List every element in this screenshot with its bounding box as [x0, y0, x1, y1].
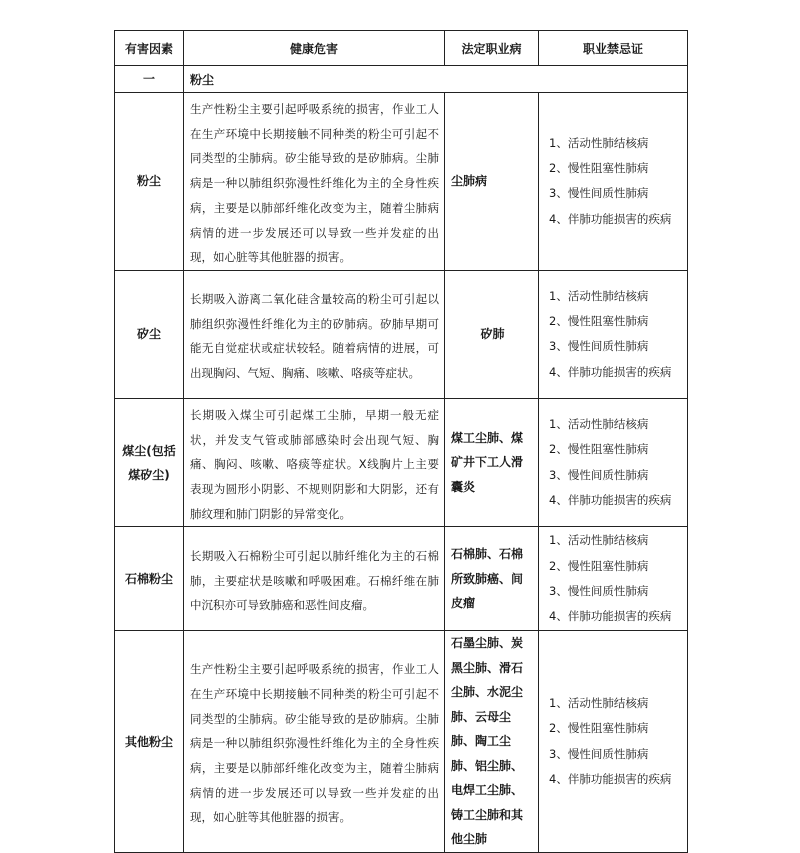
hazard-cell: 长期吸入石棉粉尘可引起以肺纤维化为主的石棉肺，主要症状是咳嗽和呼吸困难。石棉纤维在肺中沉积亦可导致肺癌和恶性间皮瘤。	[184, 527, 445, 631]
contraindication-item: 3、慢性间质性肺病	[549, 467, 649, 482]
section-row	[115, 66, 688, 93]
contraindication-cell	[539, 270, 688, 398]
disease-cell: 石棉肺、石棉所致肺癌、间皮瘤	[445, 527, 539, 631]
disease-cell: 尘肺病	[445, 93, 539, 271]
contraindication-item: 4、伴肺功能损害的疾病	[549, 609, 672, 624]
contraindication-item: 4、伴肺功能损害的疾病	[549, 211, 672, 226]
factor-cell: 其他粉尘	[115, 631, 184, 853]
factor-cell: 煤尘(包括煤矽尘)	[115, 398, 184, 527]
header-factor: 有害因素	[115, 31, 184, 66]
disease-cell: 石墨尘肺、炭黑尘肺、滑石尘肺、水泥尘肺、云母尘肺、陶工尘肺、铝尘肺、电焊工尘肺、铸工尘肺和其他尘肺	[445, 631, 539, 853]
contraindication-item: 3、慢性间质性肺病	[549, 583, 649, 598]
header-health-hazard: 健康危害	[184, 31, 445, 66]
hazard-cell: 生产性粉尘主要引起呼吸系统的损害，作业工人在生产环境中长期接触不同种类的粉尘可引起不同类型的尘肺病。矽尘能导致的是矽肺病。尘肺病是一种以肺组织弥漫性纤维化为主的全身性疾病，主要是以肺部纤维化改变为主，随着尘肺病病情的进一步发展还可以导致一些并发症的出现，如心脏等其他脏器的损害。	[184, 93, 445, 271]
occupational-hazard-table	[114, 30, 688, 853]
contraindication-item: 1、活动性肺结核病	[549, 135, 649, 150]
contraindication-cell	[539, 93, 688, 271]
table-row	[115, 398, 688, 527]
contraindication-item: 4、伴肺功能损害的疾病	[549, 771, 672, 786]
contraindication-item: 3、慢性间质性肺病	[549, 339, 649, 354]
header-statutory-disease: 法定职业病	[445, 31, 539, 66]
section-label: 粉尘	[184, 66, 688, 93]
table-row	[115, 631, 688, 853]
table-row	[115, 93, 688, 271]
section-number: 一	[115, 66, 184, 93]
table-row	[115, 527, 688, 631]
contraindication-item: 1、活动性肺结核病	[549, 417, 649, 432]
table-row	[115, 270, 688, 398]
header-row	[115, 31, 688, 66]
contraindication-item: 3、慢性间质性肺病	[549, 746, 649, 761]
contraindication-item: 2、慢性阻塞性肺病	[549, 161, 649, 176]
contraindication-item: 2、慢性阻塞性肺病	[549, 442, 649, 457]
factor-cell: 粉尘	[115, 93, 184, 271]
header-contraindications: 职业禁忌证	[539, 31, 688, 66]
contraindication-item: 2、慢性阻塞性肺病	[549, 721, 649, 736]
hazard-cell: 长期吸入煤尘可引起煤工尘肺，早期一般无症状，并发支气管或肺部感染时会出现气短、胸痛、胸闷、咳嗽、咯痰等症状。X线胸片上主要表现为圆形小阴影、不规则阴影和大阴影，还有肺纹理和肺门阴影的异常变化。	[184, 398, 445, 527]
contraindication-item: 1、活动性肺结核病	[549, 696, 649, 711]
contraindication-item: 3、慢性间质性肺病	[549, 186, 649, 201]
contraindication-item: 2、慢性阻塞性肺病	[549, 314, 649, 329]
factor-cell: 矽尘	[115, 270, 184, 398]
hazard-cell: 生产性粉尘主要引起呼吸系统的损害，作业工人在生产环境中长期接触不同种类的粉尘可引起不同类型的尘肺病。矽尘能导致的是矽肺病。尘肺病是一种以肺组织弥漫性纤维化为主的全身性疾病，主要是以肺部纤维化改变为主，随着尘肺病病情的进一步发展还可以导致一些并发症的出现，如心脏等其他脏器的损害。	[184, 631, 445, 853]
disease-cell: 煤工尘肺、煤矿井下工人滑囊炎	[445, 398, 539, 527]
disease-cell: 矽肺	[445, 270, 539, 398]
hazard-cell: 长期吸入游离二氧化硅含量较高的粉尘可引起以肺组织弥漫性纤维化为主的矽肺病。矽肺早期可能无自觉症状或症状较轻。随着病情的进展，可出现胸闷、气短、胸痛、咳嗽、咯痰等症状。	[184, 270, 445, 398]
contraindication-item: 4、伴肺功能损害的疾病	[549, 364, 672, 379]
contraindication-cell	[539, 631, 688, 853]
contraindication-item: 1、活动性肺结核病	[549, 533, 649, 548]
contraindication-item: 4、伴肺功能损害的疾病	[549, 492, 672, 507]
contraindication-cell	[539, 398, 688, 527]
contraindication-cell	[539, 527, 688, 631]
contraindication-item: 2、慢性阻塞性肺病	[549, 558, 649, 573]
factor-cell: 石棉粉尘	[115, 527, 184, 631]
contraindication-item: 1、活动性肺结核病	[549, 288, 649, 303]
